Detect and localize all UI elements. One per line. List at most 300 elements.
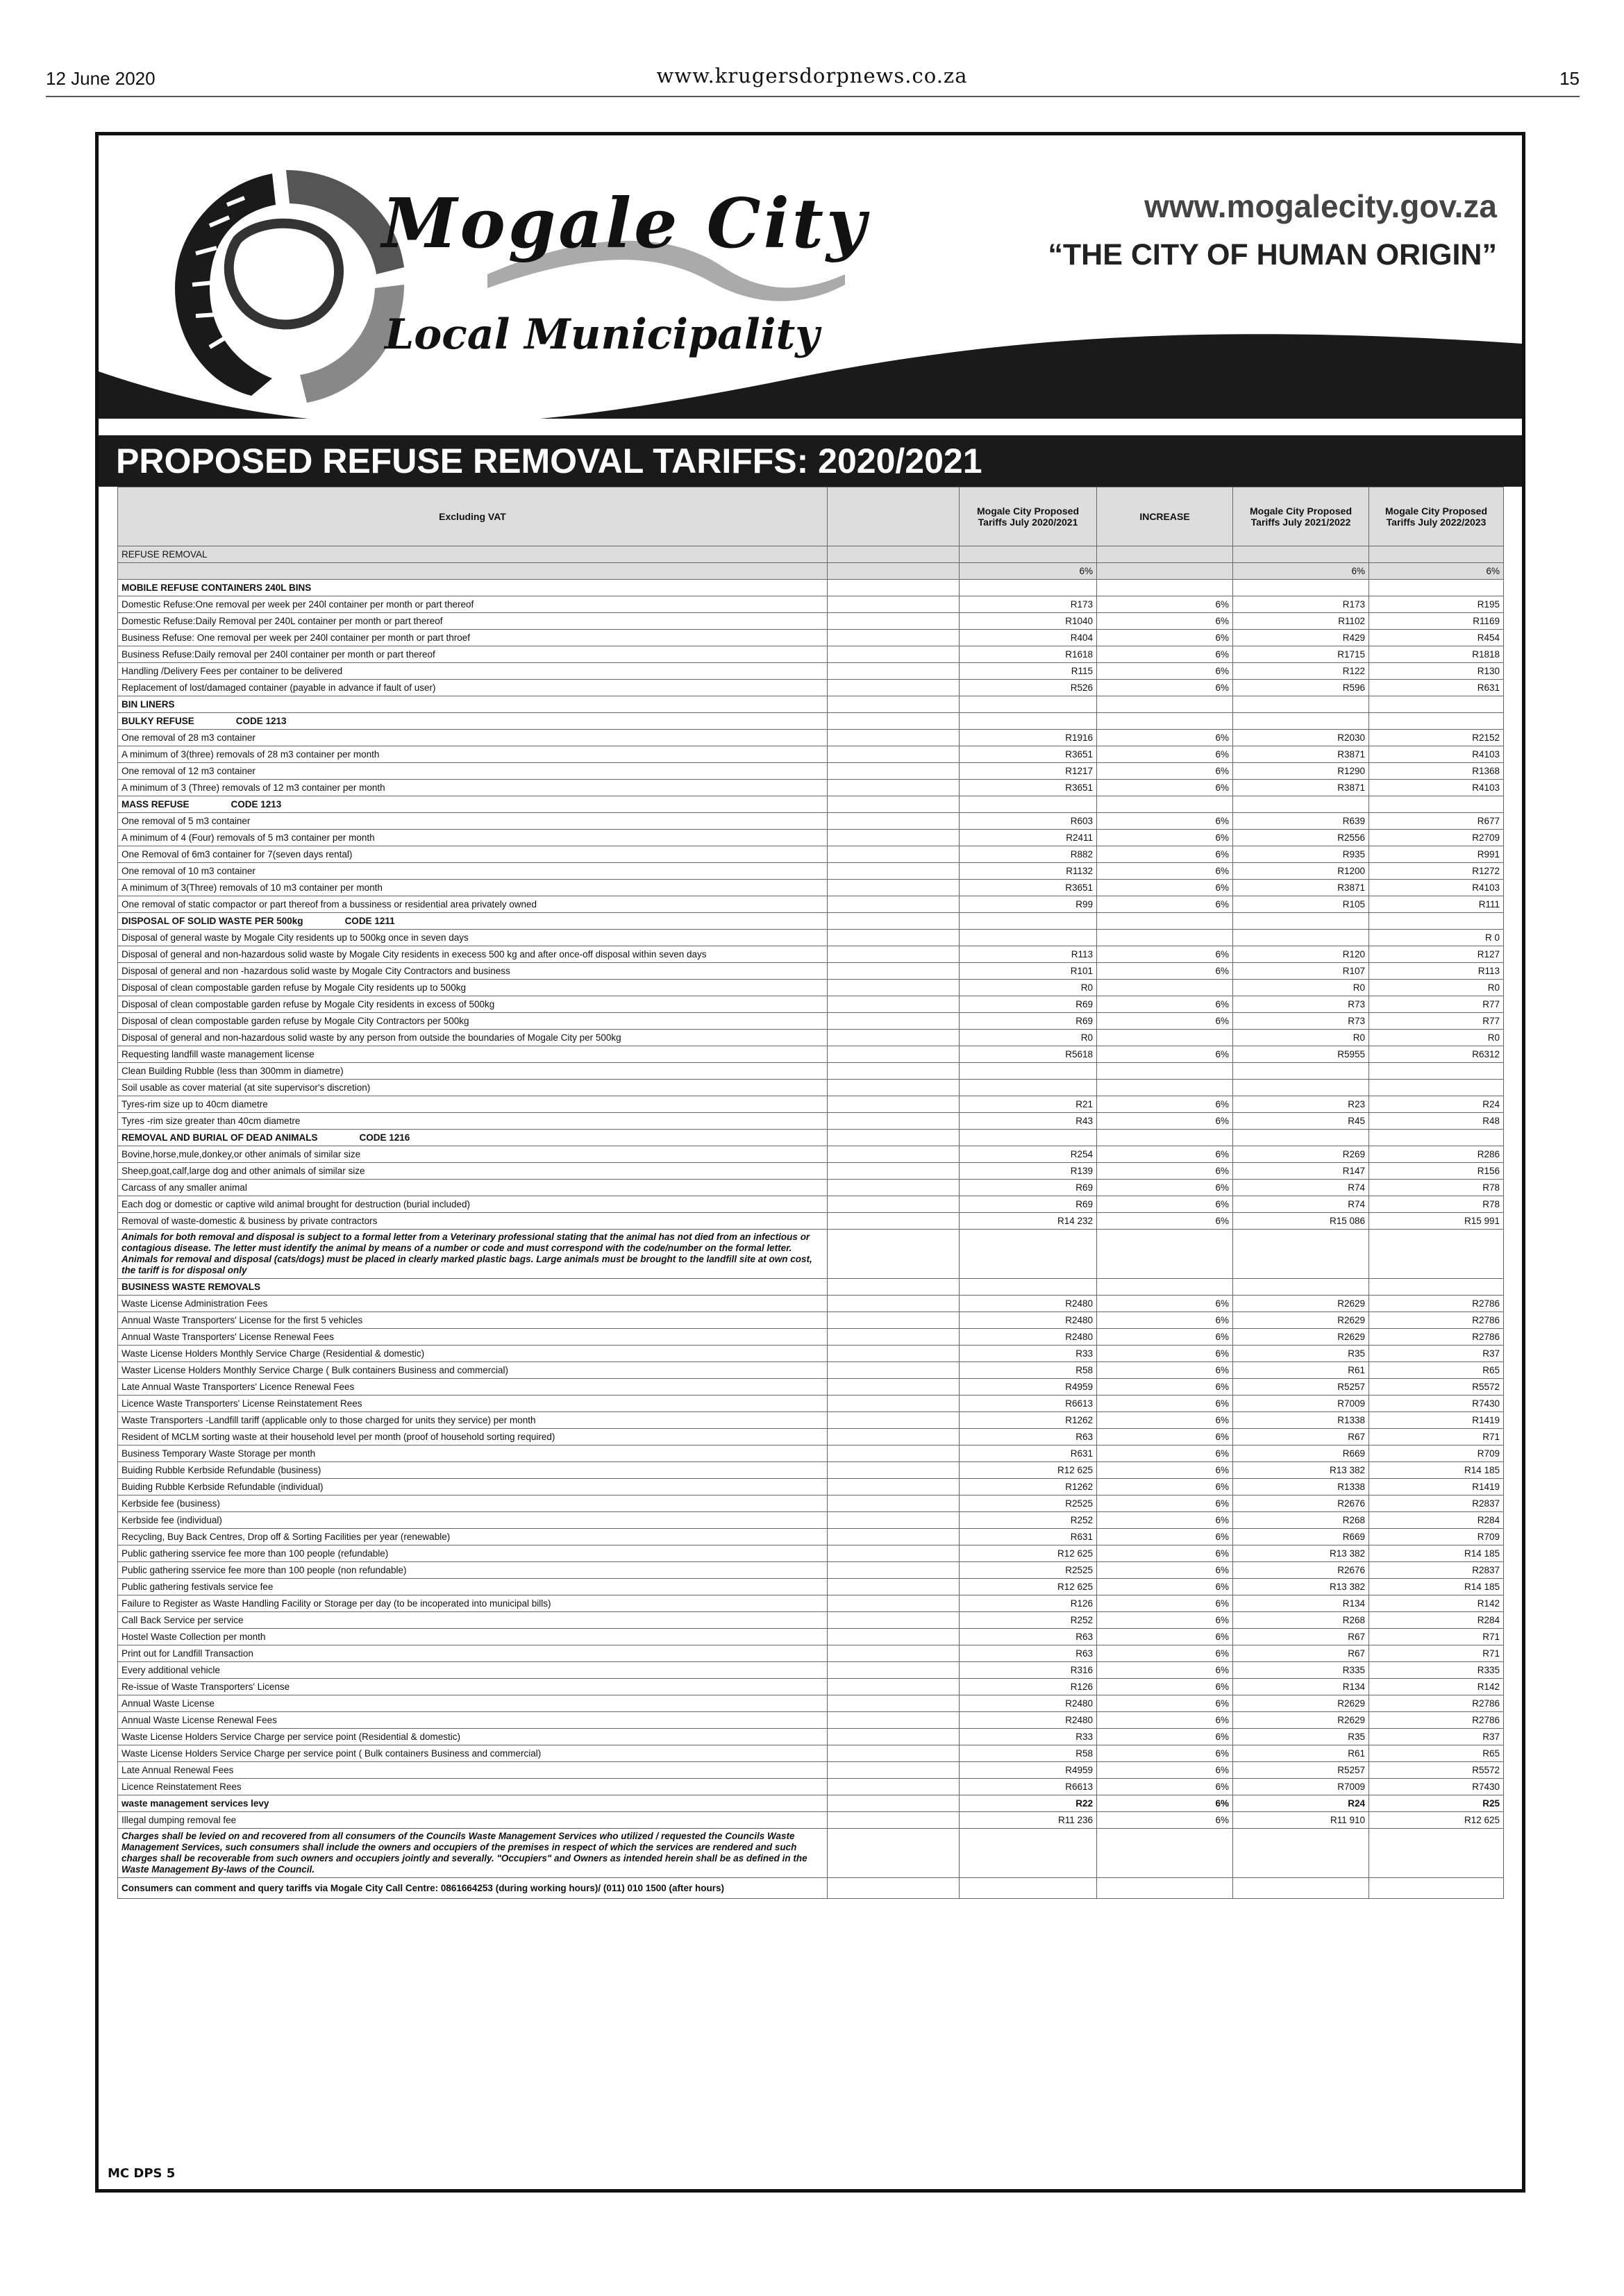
tariff-2021-2022: R35: [1233, 1729, 1369, 1745]
tariff-description-text: Disposal of clean compostable garden refuse by Mogale City residents up to 500kg: [122, 982, 467, 993]
spacer-cell: [828, 1346, 960, 1362]
tariff-2022-2023: R142: [1369, 1679, 1504, 1695]
increase-percent: 6%: [1097, 596, 1233, 613]
tariff-description: [118, 1512, 828, 1529]
increase-percent: [1097, 563, 1233, 580]
tariff-2021-2022: [1233, 913, 1369, 930]
tariff-2021-2022: R1338: [1233, 1412, 1369, 1429]
tariff-2022-2023: R7430: [1369, 1779, 1504, 1795]
tariff-description-text: One removal of 5 m3 container: [122, 816, 251, 826]
tariff-code: CODE 1211: [344, 916, 395, 926]
spacer-cell: [828, 1795, 960, 1812]
increase-percent: 6%: [1097, 1163, 1233, 1180]
tariff-2021-2022: [1233, 1063, 1369, 1080]
tariff-description: [118, 1180, 828, 1196]
tariff-2020-2021: R173: [960, 596, 1097, 613]
increase-percent: [1097, 713, 1233, 730]
tariff-description-text: Replacement of lost/damaged container (payable in advance if fault of user): [122, 682, 436, 693]
tariff-2021-2022: R61: [1233, 1745, 1369, 1762]
tariff-description: [118, 1545, 828, 1562]
tariff-2021-2022: R0: [1233, 980, 1369, 996]
increase-percent: 6%: [1097, 630, 1233, 646]
tariff-description-text: Illegal dumping removal fee: [122, 1815, 237, 1825]
increase-percent: 6%: [1097, 763, 1233, 780]
tariff-description: [118, 613, 828, 630]
table-row: [118, 1362, 1504, 1379]
tariff-2022-2023: R65: [1369, 1745, 1504, 1762]
tariff-2021-2022: R639: [1233, 813, 1369, 830]
tariff-description: [118, 563, 828, 580]
tariff-description: [118, 596, 828, 613]
tariff-description-text: Soil usable as cover material (at site supervisor's discretion): [122, 1082, 371, 1093]
tariff-2021-2022: R13 382: [1233, 1545, 1369, 1562]
table-row: [118, 1312, 1504, 1329]
increase-percent: 6%: [1097, 1479, 1233, 1495]
tariff-2021-2022: R1102: [1233, 613, 1369, 630]
tariff-2020-2021: R3651: [960, 746, 1097, 763]
tariff-2022-2023: [1369, 796, 1504, 813]
tariff-description: [118, 1679, 828, 1695]
spacer-cell: [828, 1662, 960, 1679]
increase-percent: 6%: [1097, 1446, 1233, 1462]
spacer-cell: [828, 1595, 960, 1612]
table-row: [118, 1396, 1504, 1412]
tariff-description-text: Failure to Register as Waste Handling Facility or Storage per day (to be incoperated into municipal bills): [122, 1598, 551, 1609]
table-row: [118, 880, 1504, 896]
spacer-cell: [828, 1829, 960, 1878]
increase-percent: 6%: [1097, 1745, 1233, 1762]
tariff-description-text: Kerbside fee (business): [122, 1498, 220, 1509]
table-row: [118, 630, 1504, 646]
tariff-description: [118, 1063, 828, 1080]
tariff-2020-2021: R63: [960, 1629, 1097, 1645]
tariff-description-text: Public gathering festivals service fee: [122, 1582, 274, 1592]
tariff-table: [117, 487, 1504, 1899]
tariff-description: [118, 646, 828, 663]
increase-percent: 6%: [1097, 1612, 1233, 1629]
spacer-cell: [828, 630, 960, 646]
tariff-description: [118, 1279, 828, 1296]
tariff-2020-2021: R4959: [960, 1762, 1097, 1779]
tariff-description: [118, 830, 828, 846]
column-header: [828, 487, 960, 546]
spacer-cell: [828, 1529, 960, 1545]
tariff-description-text: Annual Waste Transporters' License Renewal Fees: [122, 1332, 334, 1342]
tariff-2022-2023: R0: [1369, 980, 1504, 996]
tariff-2021-2022: R74: [1233, 1180, 1369, 1196]
tariff-description-text: BUSINESS WASTE REMOVALS: [122, 1282, 261, 1292]
tariff-2021-2022: R596: [1233, 680, 1369, 696]
tariff-2020-2021: R1132: [960, 863, 1097, 880]
tariff-2021-2022: R67: [1233, 1629, 1369, 1645]
spacer-cell: [828, 1163, 960, 1180]
page-number: 15: [1559, 68, 1580, 89]
tariff-2021-2022: [1233, 1878, 1369, 1899]
increase-percent: 6%: [1097, 1329, 1233, 1346]
tariff-description-text: One removal of 12 m3 container: [122, 766, 256, 776]
tariff-2022-2023: R25: [1369, 1795, 1504, 1812]
tariff-2022-2023: R2152: [1369, 730, 1504, 746]
tariff-2020-2021: R1040: [960, 613, 1097, 630]
tariff-description-text: Annual Waste License: [122, 1698, 215, 1709]
spacer-cell: [828, 1779, 960, 1795]
spacer-cell: [828, 1412, 960, 1429]
spacer-cell: [828, 1130, 960, 1146]
tariff-description: [118, 863, 828, 880]
table-row: [118, 580, 1504, 596]
tariff-2022-2023: R631: [1369, 680, 1504, 696]
tariff-description: [118, 1096, 828, 1113]
tariff-2020-2021: R631: [960, 1529, 1097, 1545]
tariff-2022-2023: [1369, 1080, 1504, 1096]
tariff-2022-2023: R0: [1369, 1030, 1504, 1046]
spacer-cell: [828, 663, 960, 680]
tariff-2020-2021: [960, 1130, 1097, 1146]
tariff-2022-2023: [1369, 1130, 1504, 1146]
tariff-2021-2022: [1233, 930, 1369, 946]
increase-percent: 6%: [1097, 646, 1233, 663]
spacer-cell: [828, 813, 960, 830]
increase-percent: 6%: [1097, 1312, 1233, 1329]
tariff-2020-2021: [960, 713, 1097, 730]
table-header-row: [118, 487, 1504, 546]
tariff-description-text: Annual Waste Transporters' License for the first 5 vehicles: [122, 1315, 363, 1325]
tariff-description-text: Tyres -rim size greater than 40cm diametre: [122, 1116, 301, 1126]
tariff-description: [118, 1230, 828, 1279]
spacer-cell: [828, 1579, 960, 1595]
advert-code: MC DPS 5: [108, 2166, 176, 2181]
increase-percent: 6%: [1097, 1662, 1233, 1679]
increase-percent: 6%: [1097, 946, 1233, 963]
table-row: [118, 1213, 1504, 1230]
tariff-2022-2023: [1369, 546, 1504, 563]
table-row: [118, 1046, 1504, 1063]
table-row: [118, 863, 1504, 880]
tariff-2020-2021: [960, 580, 1097, 596]
tariff-2022-2023: 6%: [1369, 563, 1504, 580]
tariff-2021-2022: R2556: [1233, 830, 1369, 846]
spacer-cell: [828, 846, 960, 863]
table-row: [118, 1329, 1504, 1346]
table-row: [118, 730, 1504, 746]
increase-percent: 6%: [1097, 1779, 1233, 1795]
tariff-2020-2021: R526: [960, 680, 1097, 696]
tariff-description: [118, 1729, 828, 1745]
tariff-2022-2023: R195: [1369, 596, 1504, 613]
tariff-2021-2022: R5257: [1233, 1379, 1369, 1396]
spacer-cell: [828, 1113, 960, 1130]
increase-percent: [1097, 1829, 1233, 1878]
tariff-2020-2021: R58: [960, 1745, 1097, 1762]
increase-percent: 6%: [1097, 1296, 1233, 1312]
tariff-description-text: Kerbside fee (individual): [122, 1515, 222, 1525]
spacer-cell: [828, 930, 960, 946]
table-row: [118, 1695, 1504, 1712]
table-row: [118, 813, 1504, 830]
tariff-description-text: Waste Transporters -Landfill tariff (applicable only to those charged for units they service) per month: [122, 1415, 536, 1425]
increase-percent: [1097, 580, 1233, 596]
tariff-description-text: Tyres-rim size up to 40cm diametre: [122, 1099, 268, 1109]
tariff-description-text: REMOVAL AND BURIAL OF DEAD ANIMALS: [122, 1132, 318, 1143]
table-row: [118, 1462, 1504, 1479]
increase-percent: 6%: [1097, 1729, 1233, 1745]
table-row: [118, 930, 1504, 946]
tariff-2021-2022: [1233, 580, 1369, 596]
tariff-description: [118, 763, 828, 780]
tariff-2020-2021: R126: [960, 1679, 1097, 1695]
tariff-description: [118, 1379, 828, 1396]
table-row: [118, 680, 1504, 696]
increase-percent: [1097, 796, 1233, 813]
tariff-description: [118, 1745, 828, 1762]
increase-percent: 6%: [1097, 1180, 1233, 1196]
tariff-2022-2023: R4103: [1369, 780, 1504, 796]
increase-percent: [1097, 930, 1233, 946]
tariff-2020-2021: [960, 1878, 1097, 1899]
tariff-2022-2023: R78: [1369, 1196, 1504, 1213]
table-row: [118, 746, 1504, 763]
tariff-description-text: Disposal of clean compostable garden refuse by Mogale City Contractors per 500kg: [122, 1016, 469, 1026]
spacer-cell: [828, 996, 960, 1013]
tariff-description: [118, 1146, 828, 1163]
tariff-description-text: Business Refuse: One removal per week per 240l container per month or part throef: [122, 632, 471, 643]
tariff-2020-2021: R63: [960, 1429, 1097, 1446]
spacer-cell: [828, 1695, 960, 1712]
tariff-2021-2022: R7009: [1233, 1779, 1369, 1795]
spacer-cell: [828, 1230, 960, 1279]
tariff-description: [118, 1213, 828, 1230]
spacer-cell: [828, 1629, 960, 1645]
table-row: [118, 980, 1504, 996]
tariff-description-text: Annual Waste License Renewal Fees: [122, 1715, 277, 1725]
table-row: [118, 1063, 1504, 1080]
tariff-2020-2021: R69: [960, 996, 1097, 1013]
tariff-description: [118, 1362, 828, 1379]
table-row: [118, 613, 1504, 630]
tariff-2020-2021: R0: [960, 1030, 1097, 1046]
spacer-cell: [828, 1180, 960, 1196]
tariff-description-text: Disposal of general waste by Mogale City residents up to 500kg once in seven days: [122, 932, 469, 943]
tariff-2020-2021: R126: [960, 1595, 1097, 1612]
tariff-2021-2022: [1233, 1829, 1369, 1878]
tariff-description: [118, 1130, 828, 1146]
tariff-2022-2023: R5572: [1369, 1762, 1504, 1779]
tariff-description-text: Removal of waste-domestic & business by private contractors: [122, 1216, 378, 1226]
tariff-description-text: Waster License Holders Monthly Service Charge ( Bulk containers Business and commercial): [122, 1365, 508, 1375]
tariff-description: [118, 1829, 828, 1878]
tariff-2022-2023: R2837: [1369, 1562, 1504, 1579]
tariff-description-text: BULKY REFUSE: [122, 716, 194, 726]
tariff-description: [118, 1562, 828, 1579]
tariff-description: [118, 730, 828, 746]
tariff-2021-2022: R13 382: [1233, 1579, 1369, 1595]
tariff-2020-2021: R0: [960, 980, 1097, 996]
spacer-cell: [828, 1446, 960, 1462]
tariff-2020-2021: R1262: [960, 1412, 1097, 1429]
tariff-2020-2021: R1618: [960, 646, 1097, 663]
increase-percent: 6%: [1097, 663, 1233, 680]
increase-percent: 6%: [1097, 1196, 1233, 1213]
tariff-2021-2022: [1233, 796, 1369, 813]
tariff-2021-2022: R61: [1233, 1362, 1369, 1379]
table-row: [118, 1346, 1504, 1362]
title-bar: [99, 435, 1522, 487]
newspaper-header: [0, 0, 1624, 101]
table-row: [118, 830, 1504, 846]
tariff-2021-2022: R120: [1233, 946, 1369, 963]
tariff-2021-2022: R335: [1233, 1662, 1369, 1679]
tariff-2022-2023: R 0: [1369, 930, 1504, 946]
tariff-description-text: Disposal of clean compostable garden refuse by Mogale City residents in excess of 500kg: [122, 999, 495, 1009]
table-row: [118, 946, 1504, 963]
column-header: INCREASE: [1097, 487, 1233, 546]
tariff-2021-2022: [1233, 1080, 1369, 1096]
tariff-2021-2022: R23: [1233, 1096, 1369, 1113]
tariff-2020-2021: R33: [960, 1346, 1097, 1362]
tariff-description-text: Business Refuse:Daily removal per 240l container per month or part thereof: [122, 649, 435, 660]
tariff-2021-2022: R2629: [1233, 1312, 1369, 1329]
increase-percent: [1097, 1063, 1233, 1080]
table-row: [118, 1829, 1504, 1878]
table-row: [118, 1429, 1504, 1446]
tariff-description: [118, 1612, 828, 1629]
spacer-cell: [828, 780, 960, 796]
spacer-cell: [828, 1729, 960, 1745]
tariff-2022-2023: R15 991: [1369, 1213, 1504, 1230]
increase-percent: 6%: [1097, 996, 1233, 1013]
spacer-cell: [828, 696, 960, 713]
tariff-description: [118, 1296, 828, 1312]
spacer-cell: [828, 1362, 960, 1379]
column-header: Excluding VAT: [118, 487, 828, 546]
column-header: Mogale City Proposed Tariffs July 2020/2021: [960, 487, 1097, 546]
tariff-2020-2021: R63: [960, 1645, 1097, 1662]
increase-percent: 6%: [1097, 1113, 1233, 1130]
tariff-description-text: Re-issue of Waste Transporters' License: [122, 1682, 290, 1692]
tariff-2020-2021: [960, 1279, 1097, 1296]
tariff-2021-2022: R73: [1233, 996, 1369, 1013]
increase-percent: 6%: [1097, 1495, 1233, 1512]
tariff-2022-2023: R284: [1369, 1512, 1504, 1529]
spacer-cell: [828, 963, 960, 980]
table-row: [118, 1712, 1504, 1729]
newspaper-website: www.krugersdorpnews.co.za: [656, 64, 968, 87]
tariff-2020-2021: R3651: [960, 880, 1097, 896]
table-row: [118, 663, 1504, 680]
table-row: [118, 1812, 1504, 1829]
tariff-description-text: Business Temporary Waste Storage per month: [122, 1448, 316, 1459]
increase-percent: [1097, 546, 1233, 563]
spacer-cell: [828, 1462, 960, 1479]
tariff-2020-2021: R3651: [960, 780, 1097, 796]
tariff-2022-2023: [1369, 696, 1504, 713]
tariff-2022-2023: R1419: [1369, 1412, 1504, 1429]
tariff-description: [118, 680, 828, 696]
increase-percent: 6%: [1097, 896, 1233, 913]
spacer-cell: [828, 613, 960, 630]
tariff-2021-2022: R669: [1233, 1446, 1369, 1462]
tariff-description-text: One removal of 10 m3 container: [122, 866, 256, 876]
tariff-2020-2021: R33: [960, 1729, 1097, 1745]
table-row: [118, 1379, 1504, 1396]
tariff-2022-2023: R111: [1369, 896, 1504, 913]
increase-percent: [1097, 1878, 1233, 1899]
tariff-description: [118, 1346, 828, 1362]
tariff-2020-2021: R11 236: [960, 1812, 1097, 1829]
tariff-2020-2021: R99: [960, 896, 1097, 913]
tariff-description-text: Call Back Service per service: [122, 1615, 244, 1625]
tariff-2020-2021: R1916: [960, 730, 1097, 746]
municipality-motto: “THE CITY OF HUMAN ORIGIN”: [1048, 238, 1497, 271]
banner-graphics: [99, 135, 1522, 441]
table-row: [118, 1595, 1504, 1612]
increase-percent: 6%: [1097, 1545, 1233, 1562]
table-row: [118, 846, 1504, 863]
spacer-cell: [828, 896, 960, 913]
tariff-2022-2023: R709: [1369, 1529, 1504, 1545]
tariff-2020-2021: R1262: [960, 1479, 1097, 1495]
tariff-description-text: Bovine,horse,mule,donkey,or other animals of similar size: [122, 1149, 361, 1159]
tariff-description: [118, 1712, 828, 1729]
tariff-2021-2022: R74: [1233, 1196, 1369, 1213]
spacer-cell: [828, 763, 960, 780]
tariff-2022-2023: R991: [1369, 846, 1504, 863]
tariff-description-text: Waste License Holders Service Charge per service point (Residential & domestic): [122, 1732, 460, 1742]
spacer-cell: [828, 1196, 960, 1213]
spacer-cell: [828, 596, 960, 613]
tariff-2021-2022: [1233, 696, 1369, 713]
tariff-2022-2023: R2786: [1369, 1695, 1504, 1712]
header-rule: [46, 96, 1580, 97]
tariff-description-text: Resident of MCLM sorting waste at their household level per month (proof of household sorting required): [122, 1432, 555, 1442]
tariff-2021-2022: R15 086: [1233, 1213, 1369, 1230]
spacer-cell: [828, 546, 960, 563]
tariff-description-text: Buiding Rubble Kerbside Refundable (business): [122, 1465, 321, 1475]
tariff-2022-2023: R48: [1369, 1113, 1504, 1130]
table-row: [118, 1745, 1504, 1762]
tariff-2022-2023: R14 185: [1369, 1545, 1504, 1562]
tariff-description: [118, 1030, 828, 1046]
tariff-2020-2021: R139: [960, 1163, 1097, 1180]
tariff-2022-2023: R286: [1369, 1146, 1504, 1163]
increase-percent: 6%: [1097, 613, 1233, 630]
tariff-2021-2022: R134: [1233, 1679, 1369, 1695]
increase-percent: [1097, 980, 1233, 996]
increase-percent: [1097, 1279, 1233, 1296]
increase-percent: [1097, 913, 1233, 930]
tariff-2020-2021: R43: [960, 1113, 1097, 1130]
tariff-description-text: Disposal of general and non -hazardous solid waste by Mogale City Contractors and business: [122, 966, 510, 976]
tariff-description: [118, 1579, 828, 1595]
tariff-2022-2023: R2837: [1369, 1495, 1504, 1512]
tariff-description: [118, 1396, 828, 1412]
tariff-2022-2023: R677: [1369, 813, 1504, 830]
tariff-description-text: One removal of 28 m3 container: [122, 732, 256, 743]
table-row: [118, 1180, 1504, 1196]
tariff-2021-2022: R935: [1233, 846, 1369, 863]
table-row: [118, 796, 1504, 813]
tariff-2022-2023: R1272: [1369, 863, 1504, 880]
table-row: [118, 1412, 1504, 1429]
tariff-2021-2022: R268: [1233, 1612, 1369, 1629]
tariff-description: [118, 1595, 828, 1612]
tariff-2022-2023: R156: [1369, 1163, 1504, 1180]
increase-percent: 6%: [1097, 780, 1233, 796]
tariff-2022-2023: [1369, 1829, 1504, 1878]
tariff-2022-2023: R2786: [1369, 1312, 1504, 1329]
tariff-2020-2021: [960, 696, 1097, 713]
table-row: [118, 896, 1504, 913]
